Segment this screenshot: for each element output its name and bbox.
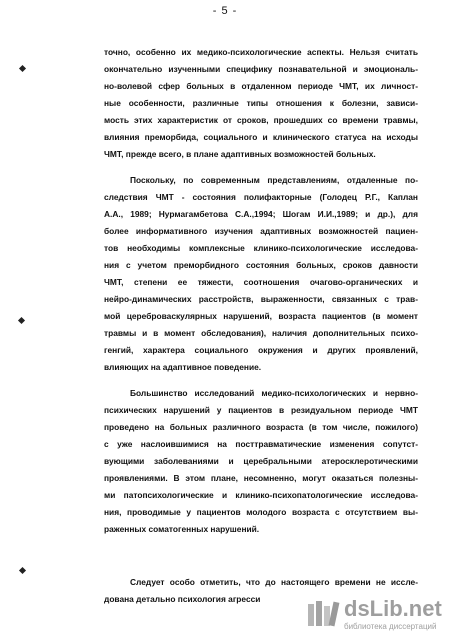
paragraph <box>104 385 418 538</box>
text-line: ные особенности, различные типы отношения к болезни, зависи- <box>104 98 418 108</box>
text-line: более информативного изучения адаптивных возможностей пациен- <box>104 226 418 236</box>
text-line: Поскольку, по современным представлениям, отдаленные по- <box>130 175 418 185</box>
margin-bullet-mark <box>19 567 26 574</box>
text-line: окончательно изученными специфику познавательной и эмоциональ- <box>104 64 418 74</box>
text-line: ния с учетом преморбидного состояния больных, сроков давности <box>104 260 418 270</box>
text-line: ЧМТ, прежде всего, в плане адаптивных возможностей больных. <box>104 149 376 159</box>
text-line: тов необходимы комплексные клинико-психологические исследова- <box>104 243 418 253</box>
text-line: генгий, характера социального окружения и других проявлений, <box>104 345 418 355</box>
text-line: дована детально психология агресси <box>104 594 261 604</box>
watermark-subtitle: библиотека диссертаций <box>344 622 437 631</box>
watermark <box>306 596 444 632</box>
text-line: вующими заболеваниями и церебральными атеросклеротическими <box>104 456 418 466</box>
text-line: ЧМТ, степени ее тяжести, соотношения очагово-органических и <box>104 277 418 287</box>
text-line: влияющих на адаптивное поведение. <box>104 362 262 372</box>
text-line: мой цереброваскулярных нарушений, возраста пациентов (в момент <box>104 311 418 321</box>
document-body <box>104 44 418 538</box>
text-line: с уже наслоившимися на посттравматические изменения сопутст- <box>104 439 418 449</box>
paragraph <box>104 172 418 376</box>
watermark-brand: dsLib.net <box>344 596 442 621</box>
page-number: - 5 - <box>212 5 238 17</box>
text-line: А.А., 1989; Нурмагамбетова С.А.,1994; Шогам И.И.,1989; и др.), для <box>104 209 418 219</box>
books-icon <box>306 598 340 628</box>
final-paragraph <box>104 574 418 604</box>
text-line: проявлениями. В этом плане, несомненно, могут оказаться полезны- <box>104 473 418 483</box>
margin-bullet-mark <box>18 317 25 324</box>
margin-bullet-mark <box>19 65 26 72</box>
text-line: Большинство исследований медико-психологических и нервно- <box>130 388 418 398</box>
text-line: травмы и в момент обследования), наличия дополнительных психо- <box>104 328 418 338</box>
text-line: психических нарушений у пациентов в резидуальном периоде ЧМТ <box>104 405 418 415</box>
text-line: влияния преморбида, социального и клинического статуса на исходы <box>104 132 418 142</box>
text-line: следствия ЧМТ - состояния полифакторные (Голодец Р.Г., Каплан <box>104 192 418 202</box>
text-line: ния, проводимые у пациентов молодого возраста с отсутствием вы- <box>104 507 418 517</box>
paragraph <box>104 44 418 163</box>
text-line: мость этих характеристик от сроков, прошедших со времени травмы, <box>104 115 418 125</box>
text-line: ми патопсихологические и клинико-психопатологические исследова- <box>104 490 418 500</box>
text-line: но-волевой сфер больных в отдаленном периоде ЧМТ, их личност- <box>104 81 418 91</box>
text-line: проведено на больных различного возраста (в том числе, пожилого) <box>104 422 418 432</box>
text-line: Следует особо отметить, что до настоящего времени не иссле- <box>130 577 418 587</box>
text-line: нейро-динамических расстройств, выраженности, связанных с трав- <box>104 294 418 304</box>
text-line: точно, особенно их медико-психологические аспекты. Нельзя считать <box>104 47 418 57</box>
text-line: раженных соматогенных нарушений. <box>104 524 260 534</box>
